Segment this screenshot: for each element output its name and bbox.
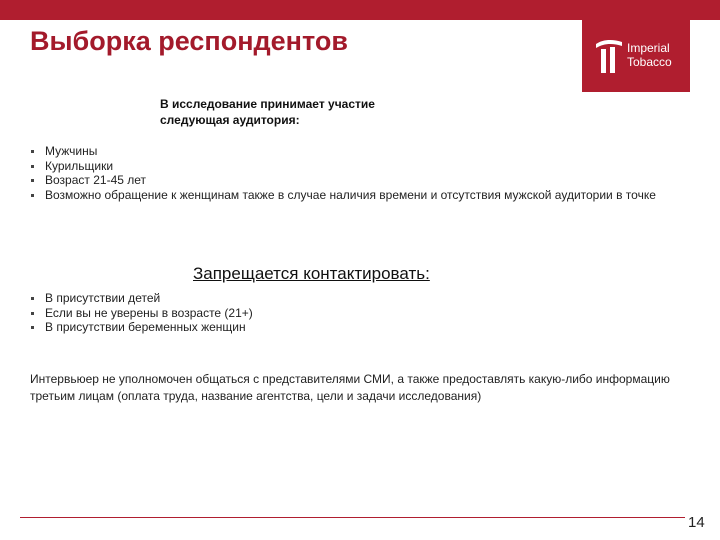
imperial-tobacco-logo-icon <box>594 38 624 74</box>
list-item: Если вы не уверены в возрасте (21+) <box>30 306 660 321</box>
logo-text-line2: Tobacco <box>627 55 672 69</box>
intro-line-1: В исследование принимает участие <box>160 97 375 111</box>
company-logo <box>582 20 690 92</box>
intro-line-2: следующая аудитория: <box>160 113 300 127</box>
list-item: Мужчины <box>30 144 660 159</box>
top-accent-bar <box>0 0 720 20</box>
list-item: В присутствии беременных женщин <box>30 320 660 335</box>
list-item: Курильщики <box>30 159 660 174</box>
list-item: Возможно обращение к женщинам также в случае наличия времени и отсутствия мужской аудитории в точке <box>30 188 660 203</box>
audience-list <box>30 144 660 202</box>
list-item: В присутствии детей <box>30 291 660 306</box>
intro-text <box>160 96 460 128</box>
logo-text-line1: Imperial <box>627 41 670 55</box>
interviewer-note: Интервьюер не уполномочен общаться с представителями СМИ, а также предоставлять какую-либо информацию третьим лицам (оплата труда, название агентства, цели и задачи исследования) <box>30 372 670 403</box>
prohibited-list <box>30 291 660 335</box>
logo-wordmark <box>627 41 672 69</box>
slide-title: Выборка респондентов <box>30 26 348 56</box>
page-number: 14 <box>688 514 705 531</box>
list-item: Возраст 21-45 лет <box>30 173 660 188</box>
footer-divider <box>20 517 685 518</box>
prohibited-heading: Запрещается контактировать: <box>193 264 430 283</box>
